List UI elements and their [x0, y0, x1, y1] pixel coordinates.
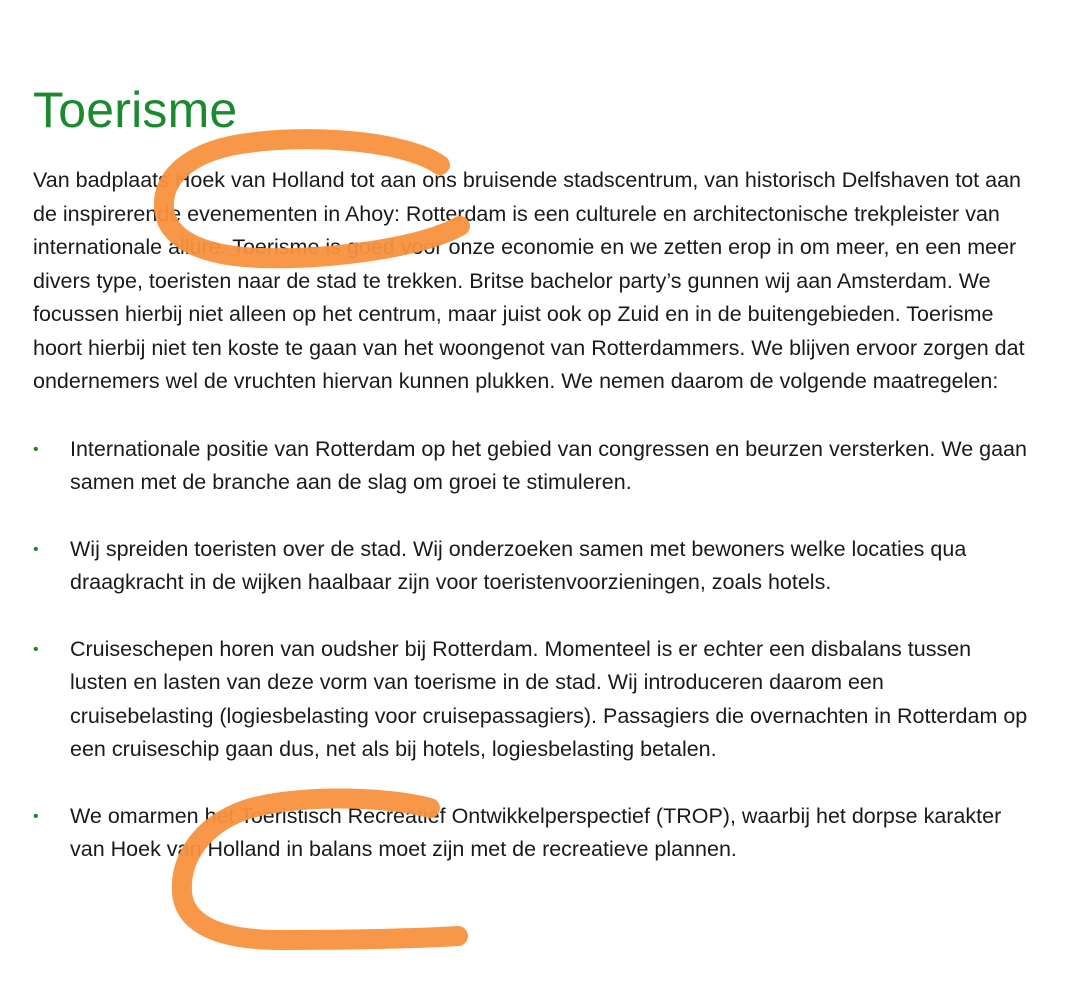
list-item-text: Cruiseschepen horen van oudsher bij Rotterdam. Momenteel is er echter een disbalans tussen lusten en lasten van deze vorm van toerisme in de stad. Wij introduceren daarom een cruisebelasting (logiesbelasting voor cruisepassagiers). Passagiers die overnachten in Rotterdam op een cruiseschip gaan dus, net als bij hotels, logiesbelasting betalen.	[70, 636, 1028, 761]
list-item-text: Wij spreiden toeristen over de stad. Wij onderzoeken samen met bewoners welke locaties qua draagkracht in de wijken haalbaar zijn voor toeristenvoorzieningen, zoals hotels.	[70, 536, 967, 594]
page-title: Toerisme	[33, 82, 238, 138]
list-item-text: We omarmen het Toeristisch Recreatief Ontwikkelperspectief (TROP), waarbij het dorpse karakter van Hoek van Holland in balans moet zijn met de recreatieve plannen.	[70, 803, 1002, 861]
list-item	[33, 633, 1033, 767]
bullet-icon: •	[33, 540, 39, 558]
list-item	[33, 533, 1033, 600]
bullet-icon: •	[33, 807, 39, 825]
bullet-icon: •	[33, 640, 39, 658]
list-item	[33, 433, 1033, 500]
list-item	[33, 800, 1033, 867]
document-page	[33, 78, 1033, 900]
measures-list	[33, 433, 1033, 867]
list-item-text: Internationale positie van Rotterdam op het gebied van congressen en beurzen versterken. We gaan samen met de branche aan de slag om groei te stimuleren.	[70, 436, 1027, 494]
bullet-icon: •	[33, 440, 39, 458]
intro-paragraph: Van badplaats Hoek van Holland tot aan ons bruisende stadscentrum, van historisch Delfshaven tot aan de inspirerende evenementen in Ahoy: Rotterdam is een culturele en architectonische trekpleister van internationale allure. Toerisme is goed voor onze economie en we zetten erop in om meer, en een meer divers type, toeristen naar de stad te trekken. Britse bachelor party’s gunnen wij aan Amsterdam. We focussen hierbij niet alleen op het centrum, maar juist ook op Zuid en in de buitengebieden. Toerisme hoort hierbij niet ten koste te gaan van het woongenot van Rotterdammers. We blijven ervoor zorgen dat ondernemers wel de vruchten hiervan kunnen plukken. We nemen daarom de volgende maatregelen:	[33, 168, 1025, 393]
